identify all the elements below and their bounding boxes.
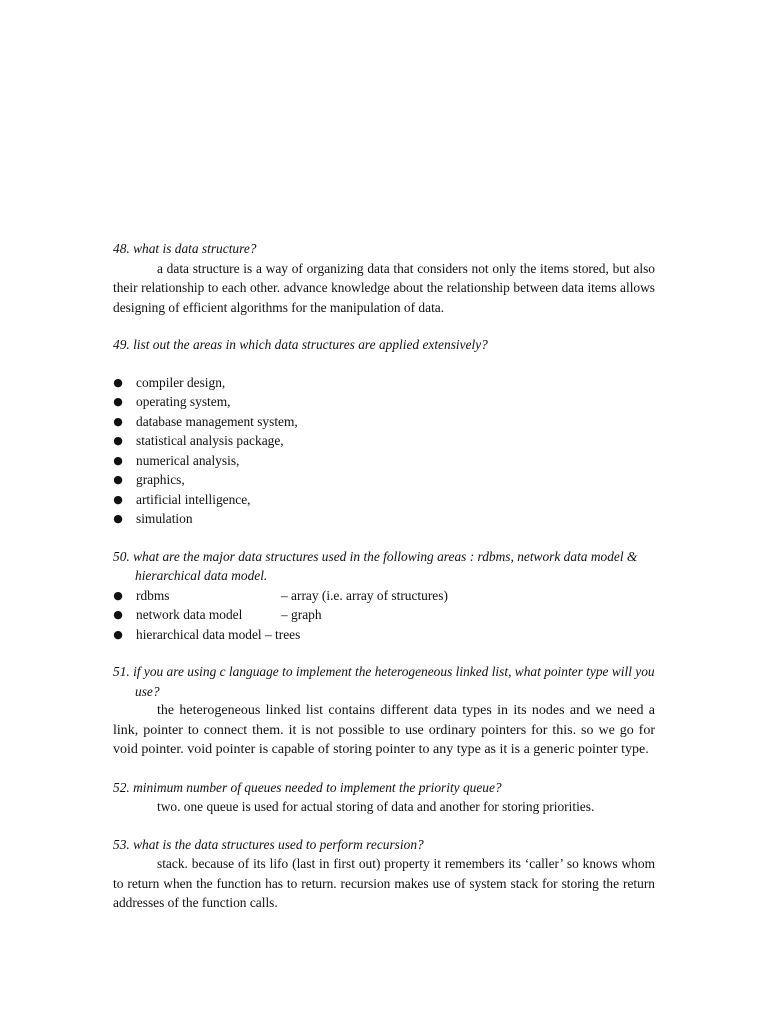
list-item: ● database management system,: [113, 412, 655, 432]
bullet-dot-icon: ●: [113, 395, 123, 408]
bullet-dot-icon: ●: [113, 627, 123, 641]
list-item: [113, 586, 655, 606]
question-51: 51. if you are using c language to implement the heterogeneous linked list, what pointer type will you use?: [113, 664, 655, 699]
structures-list: [113, 586, 655, 645]
document-page: [113, 239, 655, 913]
question-53: 53. what is the data structures used to perform recursion?: [113, 836, 424, 852]
list-item: [113, 625, 655, 645]
bullet-dot-icon: ●: [113, 588, 123, 602]
question-49: 49. list out the areas in which data structures are applied extensively?: [113, 337, 488, 352]
structure-name: – graph: [281, 607, 322, 622]
bullet-dot-icon: ●: [113, 414, 123, 428]
list-item: ● artificial intelligence,: [113, 490, 655, 510]
question-48: 48. what is data structure?: [113, 241, 257, 256]
list-item: ● operating system,: [113, 392, 655, 412]
answer-52: two. one queue is used for actual storing of data and another for storing priorities.: [157, 799, 595, 814]
list-item: ● numerical analysis,: [113, 451, 655, 471]
bullet-dot-icon: ●: [113, 434, 123, 447]
bullet-dot-icon: ●: [113, 473, 123, 486]
bullet-dot-icon: ●: [113, 608, 123, 621]
areas-list: [113, 373, 655, 529]
list-item: ● compiler design,: [113, 373, 655, 393]
bullet-dot-icon: ●: [113, 453, 123, 467]
bullet-dot-icon: ●: [113, 512, 123, 525]
answer-53: stack. because of its lifo (last in first out) property it remembers its ‘caller’ so knows whom to return when the function has to return. recursion makes use of system stack for storing the return addresses of the function calls.: [113, 856, 655, 910]
area-name: rdbms: [136, 587, 170, 603]
answer-51: the heterogeneous linked list contains different data types in its nodes and we need a link, pointer to connect them. it is not possible to use ordinary pointers for this. so we go for void pointer. void pointer is capable of storing pointer to any type as it is a generic pointer type.: [113, 703, 655, 757]
list-item: [113, 605, 655, 625]
answer-48: a data structure is a way of organizing data that considers not only the items stored, but also their relationship to each other. advance knowledge about the relationship between data items allows designing of efficient algorithms for the manipulation of data.: [113, 260, 655, 315]
list-item: ● graphics,: [113, 470, 655, 490]
list-item: ● simulation: [113, 509, 655, 529]
structure-name: – trees: [265, 626, 301, 642]
area-name: network data model: [136, 607, 243, 622]
bullet-dot-icon: ●: [113, 492, 123, 506]
question-50: 50. what are the major data structures used in the following areas : rdbms, network data model & hierarchical data model.: [113, 548, 638, 583]
structure-name: – array (i.e. array of structures): [281, 587, 448, 603]
area-name: hierarchical data model: [136, 626, 262, 642]
list-item: ● statistical analysis package,: [113, 431, 655, 451]
question-52: 52. minimum number of queues needed to implement the priority queue?: [113, 779, 502, 795]
bullet-dot-icon: ●: [113, 375, 123, 389]
